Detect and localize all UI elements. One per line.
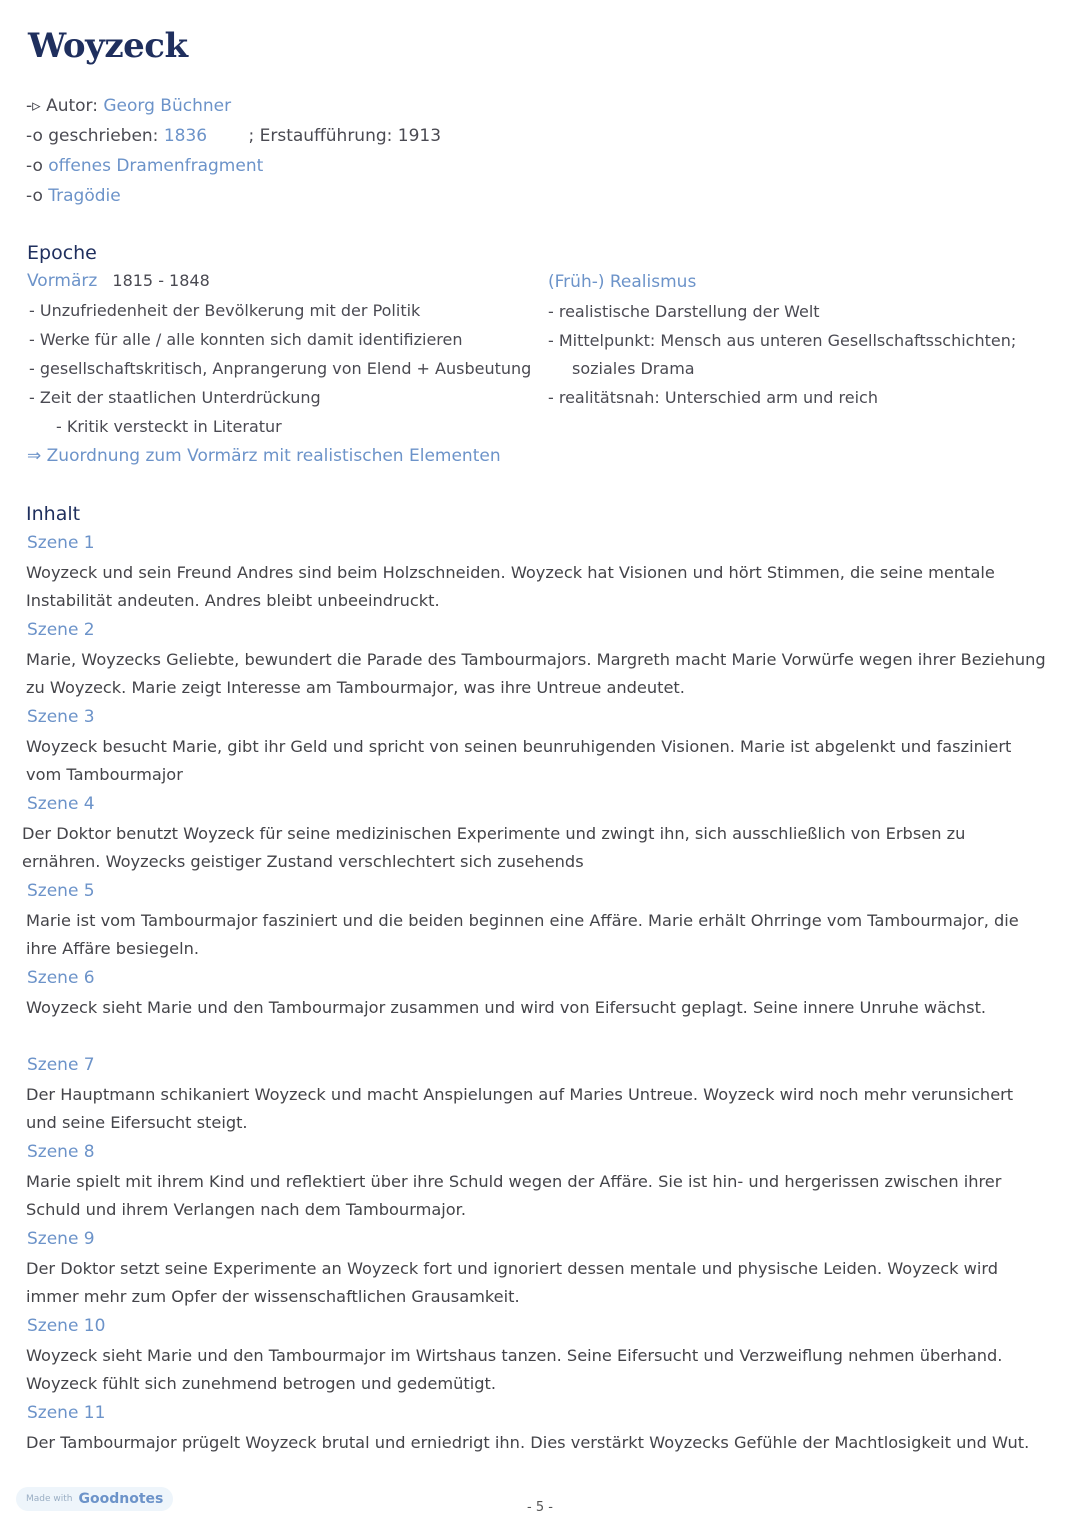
epoche-conclusion: ⇒ Zuordnung zum Vormärz mit realistischen Elementen: [27, 446, 501, 466]
page-title: Woyzeck: [28, 26, 188, 66]
badge-prefix: Made with: [26, 1494, 73, 1504]
vormaerz-item: - gesellschaftskritisch, Anprangerung von Elend + Ausbeutung: [29, 359, 532, 378]
scene-text: Der Doktor benutzt Woyzeck für seine medizinischen Experimente und zwingt ihn, sich ausschließlich von Erbsen zu ernähren. Woyzecks geistiger Zustand verschlechtert sich zusehends: [22, 824, 966, 871]
bullet: -o: [26, 156, 43, 176]
vormaerz-title: Vormärz: [27, 271, 98, 291]
genre-line: [26, 186, 121, 206]
scene-label: Szene 9: [27, 1229, 95, 1249]
scene-label: Szene 7: [27, 1055, 95, 1075]
vormaerz-subitem: - Kritik versteckt in Literatur: [56, 417, 282, 436]
vormaerz-title-line: [27, 271, 210, 291]
written-value: 1836: [163, 126, 208, 146]
drama-type-line: [26, 156, 263, 176]
scene-text: Woyzeck sieht Marie und den Tambourmajor im Wirtshaus tanzen. Seine Eifersucht und Verzweiflung nehmen überhand. Woyzeck fühlt sich zunehmend betrogen und gedemütigt.: [26, 1346, 1003, 1393]
realismus-title: (Früh-) Realismus: [548, 272, 697, 292]
scene-label: Szene 10: [27, 1316, 106, 1336]
scene-text: Woyzeck sieht Marie und den Tambourmajor zusammen und wird von Eifersucht geplagt. Seine innere Unruhe wächst.: [26, 998, 987, 1017]
badge-brand: Goodnotes: [78, 1491, 164, 1507]
inhalt-heading: Inhalt: [26, 503, 81, 525]
scene-text: Marie spielt mit ihrem Kind und reflektiert über ihre Schuld wegen der Affäre. Sie ist hin- und hergerissen zwischen ihrer Schuld und ihrem Verlangen nach dem Tambourmajor.: [26, 1172, 1002, 1219]
scene-label: Szene 11: [27, 1403, 106, 1423]
scene-text: Der Hauptmann schikaniert Woyzeck und macht Anspielungen auf Maries Untreue. Woyzeck wird noch mehr verunsichert und seine Eifersucht steigt.: [26, 1085, 1014, 1132]
scene-text: Der Tambourmajor prügelt Woyzeck brutal und erniedrigt ihn. Dies verstärkt Woyzecks Gefühle der Machtlosigkeit und Wut.: [26, 1433, 1030, 1452]
vormaerz-years: 1815 - 1848: [112, 271, 210, 290]
scene-text: Woyzeck und sein Freund Andres sind beim Holzschneiden. Woyzeck hat Visionen und hört Stimmen, die seine mentale Instabilität andeuten. Andres bleibt unbeeindruckt.: [26, 563, 995, 610]
scene-text: Woyzeck besucht Marie, gibt ihr Geld und spricht von seinen beunruhigenden Visionen. Marie ist abgelenkt und fasziniert vom Tambourmajor: [26, 737, 1012, 784]
author-label: -▹ Autor:: [26, 96, 98, 116]
premiere-text: ; Erstaufführung: 1913: [248, 126, 442, 146]
vormaerz-item: - Unzufriedenheit der Bevölkerung mit der Politik: [29, 301, 421, 320]
realismus-item: - realitätsnah: Unterschied arm und reich: [548, 388, 878, 407]
scene-label: Szene 3: [27, 707, 95, 727]
scene-label: Szene 5: [27, 881, 95, 901]
author-value: Georg Büchner: [103, 96, 232, 116]
page-number: - 5 -: [527, 1500, 553, 1515]
scene-text: Marie, Woyzecks Geliebte, bewundert die Parade des Tambourmajors. Margreth macht Marie Vorwürfe wegen ihrer Beziehung zu Woyzeck. Marie zeigt Interesse am Tambourmajor, was ihre Untreue andeutet.: [26, 650, 1046, 697]
scene-text: Marie ist vom Tambourmajor fasziniert und die beiden beginnen eine Affäre. Marie erhält Ohrringe vom Tambourmajor, die ihre Affäre besiegeln.: [26, 911, 1019, 958]
scene-label: Szene 2: [27, 620, 95, 640]
genre-value: Tragödie: [48, 186, 121, 206]
scene-label: Szene 1: [27, 533, 95, 553]
drama-type-value: offenes Dramenfragment: [48, 156, 264, 176]
written-line: [26, 126, 441, 146]
realismus-item: - Mittelpunkt: Mensch aus unteren Gesellschaftsschichten;: [548, 331, 1017, 350]
bullet: -o: [26, 186, 43, 206]
written-label: -o geschrieben:: [26, 126, 159, 146]
epoche-heading: Epoche: [27, 242, 97, 264]
scene-text: Der Doktor setzt seine Experimente an Woyzeck fort und ignoriert dessen mentale und physische Leiden. Woyzeck wird immer mehr zum Opfer der wissenschaftlichen Grausamkeit.: [26, 1259, 999, 1306]
vormaerz-item: - Werke für alle / alle konnten sich damit identifizieren: [29, 330, 463, 349]
realismus-item-cont: soziales Drama: [572, 359, 695, 378]
scene-label: Szene 8: [27, 1142, 95, 1162]
author-line: [26, 96, 231, 116]
vormaerz-item: - Zeit der staatlichen Unterdrückung: [29, 388, 321, 407]
scene-label: Szene 6: [27, 968, 95, 988]
scene-label: Szene 4: [27, 794, 95, 814]
realismus-item: - realistische Darstellung der Welt: [548, 302, 820, 321]
